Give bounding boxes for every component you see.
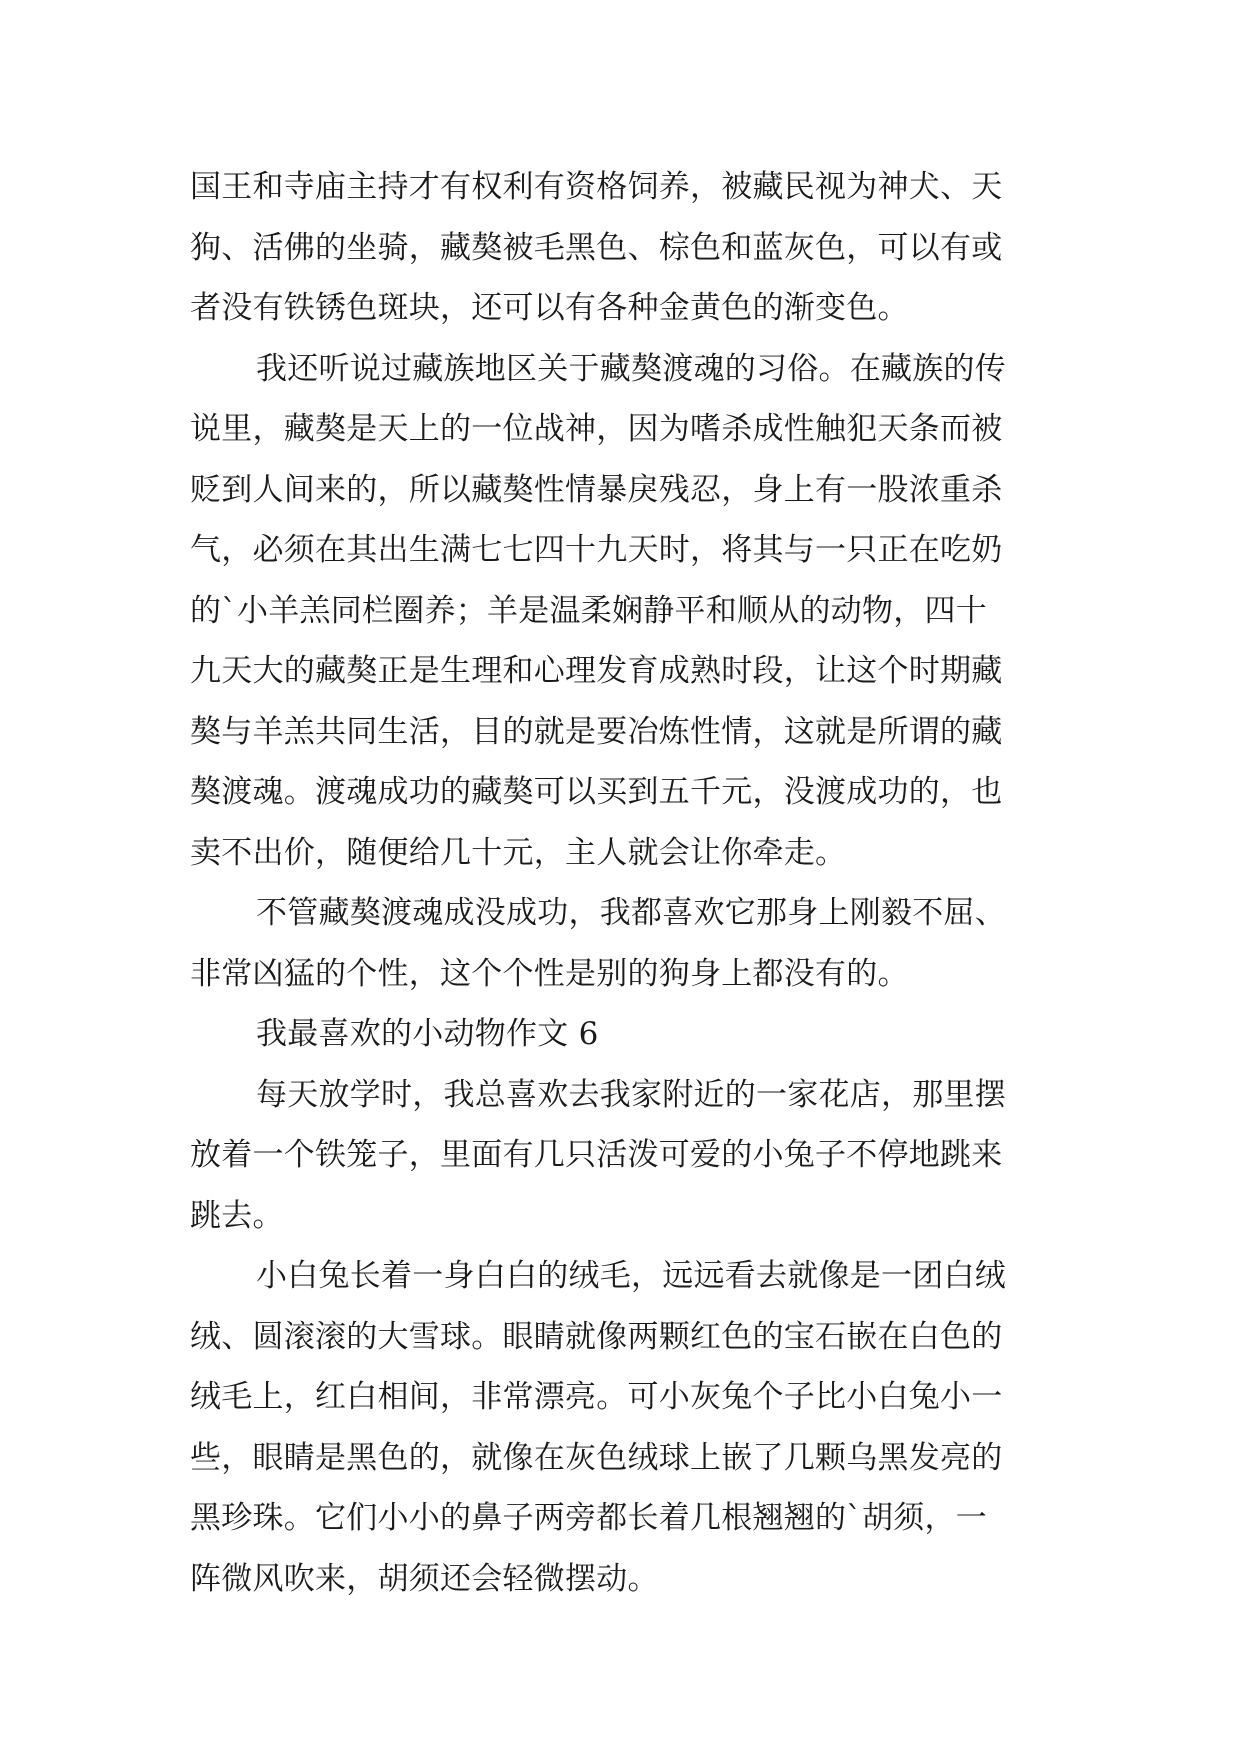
text-line: 跳去。 xyxy=(190,1197,284,1234)
text-line: 些，眼睛是黑色的，就像在灰色绒球上嵌了几颗乌黑发亮的 xyxy=(190,1439,1003,1476)
text-line: 绒毛上，红白相间，非常漂亮。可小灰兔个子比小白兔小一 xyxy=(190,1379,1003,1415)
text-line: 獒与羊羔共同生活，目的就是要冶炼性情，这就是所谓的藏 xyxy=(190,713,1003,750)
text-line: 者没有铁锈色斑块，还可以有各种金黄色的渐变色。 xyxy=(190,290,909,326)
text-line: 阵微风吹来，胡须还会轻微摆动。 xyxy=(190,1560,659,1597)
text-line: 绒、圆滚滚的大雪球。眼睛就像两颗红色的宝石嵌在白色的 xyxy=(190,1318,1003,1355)
text-line: 九天大的藏獒正是生理和心理发育成熟时段，让这个时期藏 xyxy=(190,653,1003,689)
paragraph-start-line: 不管藏獒渡魂成没成功，我都喜欢它那身上刚毅不屈、 xyxy=(256,895,1006,931)
text-line: 卖不出价，随便给几十元，主人就会让你牵走。 xyxy=(190,834,847,871)
essay-body xyxy=(190,157,1070,1609)
paragraph-start-line: 每天放学时，我总喜欢去我家附近的一家花店，那里摆 xyxy=(256,1076,1006,1113)
paragraph-start-line: 小白兔长着一身白白的绒毛，远远看去就像是一团白绒 xyxy=(256,1258,1006,1294)
text-line: 黑珍珠。它们小小的鼻子两旁都长着几根翘翘的`胡须，一 xyxy=(190,1500,987,1536)
text-line: 的`小羊羔同栏圈养；羊是温柔娴静平和顺从的动物，四十 xyxy=(190,592,987,629)
text-line: 狗、活佛的坐骑，藏獒被毛黑色、棕色和蓝灰色，可以有或 xyxy=(190,229,1003,266)
text-line: 獒渡魂。渡魂成功的藏獒可以买到五千元，没渡成功的，也 xyxy=(190,774,1003,810)
text-line: 说里，藏獒是天上的一位战神，因为嗜杀成性触犯天条而被 xyxy=(190,411,1003,447)
section-heading: 我最喜欢的小动物作文 6 xyxy=(256,1016,599,1052)
paragraph-start-line: 我还听说过藏族地区关于藏獒渡魂的习俗。在藏族的传 xyxy=(256,350,1006,387)
text-line: 气，必须在其出生满七七四十九天时，将其与一只正在吃奶 xyxy=(190,532,1003,568)
text-line: 放着一个铁笼子，里面有几只活泼可爱的小兔子不停地跳来 xyxy=(190,1137,1003,1173)
text-line: 非常凶猛的个性，这个个性是别的狗身上都没有的。 xyxy=(190,955,909,992)
text-line: 贬到人间来的，所以藏獒性情暴戾残忍，身上有一股浓重杀 xyxy=(190,471,1003,508)
text-line: 国王和寺庙主持才有权利有资格饲养，被藏民视为神犬、天 xyxy=(190,169,1003,205)
